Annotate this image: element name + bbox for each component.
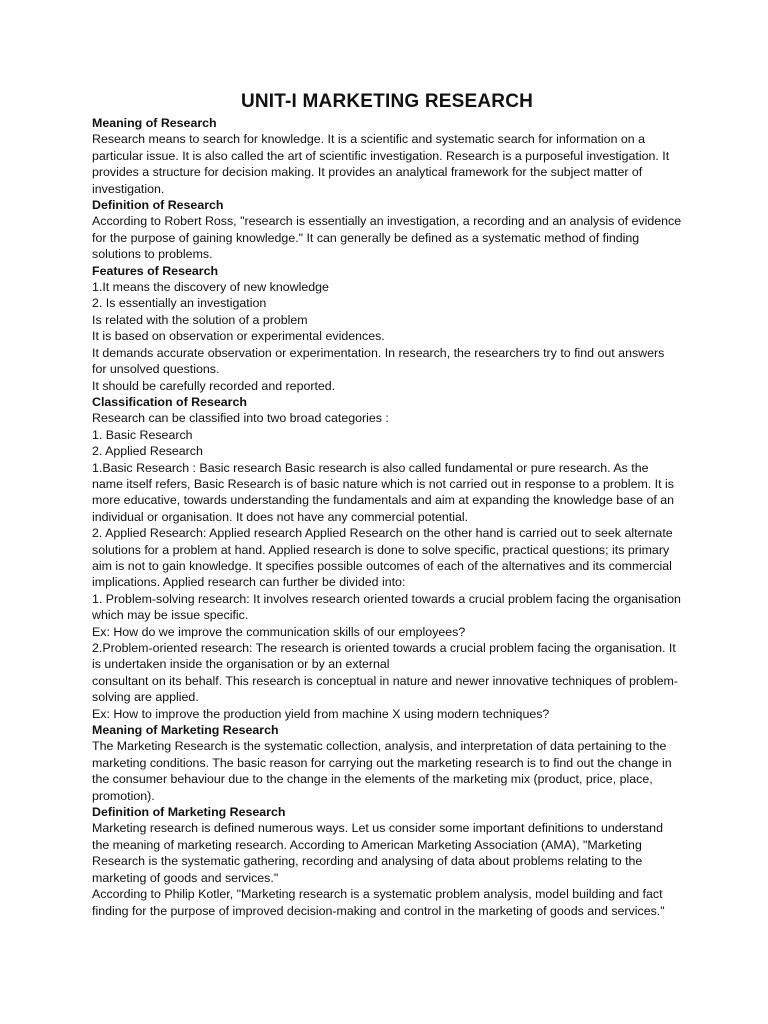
paragraph: 2. Is essentially an investigation	[92, 296, 267, 311]
document-body	[92, 115, 682, 919]
paragraph: Is related with the solution of a problem	[92, 312, 308, 327]
paragraph: 1.It means the discovery of new knowledge	[92, 280, 329, 295]
paragraph: The Marketing Research is the systematic collection, analysis, and interpretation of data pertaining to the marketing conditions. The basic reason for carrying out the marketing research is to find out the change in the consumer behaviour due to the change in the elements of the marketing mix (product, price, place, promotion).	[92, 739, 672, 803]
paragraph: Research can be classified into two broad categories :	[92, 411, 389, 426]
section-heading: Definition of Research	[92, 198, 224, 213]
paragraph: 2. Applied Research: Applied research Applied Research on the other hand is carried out to seek alternate solutions for a problem at hand. Applied research is done to solve specific, practical questions; its primary aim is not to gain knowledge. It specifies possible outcomes of each of the alternatives and its commercial implications. Applied research can further be divided into:	[92, 526, 673, 590]
paragraph: It should be carefully recorded and reported.	[92, 378, 336, 393]
section-heading: Definition of Marketing Research	[92, 805, 286, 820]
paragraph: 1.Basic Research : Basic research Basic research is also called fundamental or pure research. As the name itself refers, Basic Research is of basic nature which is not carried out in response to a problem. It is more educative, towards understanding the fundamentals and aim at expanding the knowledge base of an individual or organisation. It does not have any commercial potential.	[92, 460, 675, 524]
paragraph: 2. Applied Research	[92, 444, 203, 459]
paragraph: 2.Problem-oriented research: The research is oriented towards a crucial problem facing the organisation. It is undertaken inside the organisation or by an external	[92, 641, 676, 672]
section-heading: Meaning of Marketing Research	[92, 723, 279, 738]
paragraph: It is based on observation or experimental evidences.	[92, 329, 385, 344]
section-heading: Meaning of Research	[92, 116, 217, 130]
paragraph: Ex: How do we improve the communication skills of our employees?	[92, 624, 466, 639]
paragraph: According to Robert Ross, "research is essentially an investigation, a recording and an analysis of evidence for the purpose of gaining knowledge." It can generally be defined as a systematic method of finding solutions to problems.	[92, 214, 682, 262]
paragraph: Research means to search for knowledge. It is a scientific and systematic search for information on a particular issue. It is also called the art of scientific investigation. Research is a purposeful investigation. It provides a structure for decision making. It provides an analytical framework for the subject matter of investigation.	[92, 132, 670, 196]
paragraph: 1. Basic Research	[92, 427, 193, 442]
paragraph: Ex: How to improve the production yield from machine X using modern techniques?	[92, 706, 550, 721]
paragraph: Marketing research is defined numerous ways. Let us consider some important definitions to understand the meaning of marketing research. According to American Marketing Association (AMA), "Marketing Research is the systematic gathering, recording and analysing of data about problems relating to the marketing of goods and services."	[92, 821, 663, 885]
paragraph: consultant on its behalf. This research is conceptual in nature and newer innovative techniques of problem-solving are applied.	[92, 673, 678, 705]
paragraph: According to Philip Kotler, "Marketing research is a systematic problem analysis, model building and fact finding for the purpose of improved decision-making and control in the marketing of goods and services."	[92, 887, 665, 918]
paragraph: 1. Problem-solving research: It involves research oriented towards a crucial problem facing the organisation which may be issue specific.	[92, 591, 681, 623]
paragraph: It demands accurate observation or experimentation. In research, the researchers try to find out answers for unsolved questions.	[92, 345, 665, 377]
page-title: UNIT-I MARKETING RESEARCH	[240, 91, 534, 112]
document-page	[92, 90, 682, 919]
section-heading: Features of Research	[92, 263, 219, 278]
section-heading: Classification of Research	[92, 394, 247, 409]
